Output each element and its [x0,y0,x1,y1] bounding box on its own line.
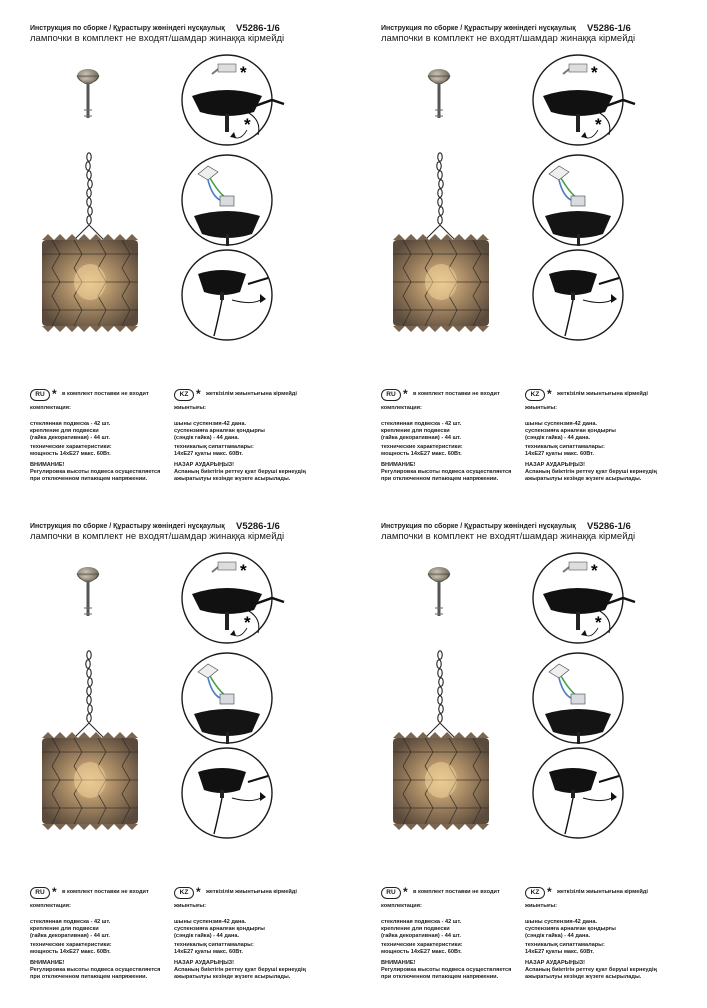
star-marker: * [244,613,251,632]
kz-warning-line1: Аспаның биіктігін реттеу қуат беруші кернеудің [174,469,306,475]
kz-specs-label: техникалық сипаттамалары: [174,942,254,948]
header-title: Инструкция по сборке / Құрастыру жөніндегі нұсқаулық [30,25,225,32]
kz-specs-label: техникалық сипаттамалары: [525,942,605,948]
ru-kit-line3: (гайка декоративная) - 44 шт. [30,435,110,441]
kz-kit-line2: суспензияға арналған қондырғы [525,926,616,932]
kz-kit-line3: (сәндік гайка) - 44 дана. [174,933,240,939]
ru-warning-line2: при отключенном питающем напряжении. [30,476,148,482]
kz-not-included: жеткізілім жиынтығына кірмейді [557,889,648,895]
kz-kit-line1: шыны суспензия-42 дана. [174,919,247,925]
ru-specs-label: технические характеристики: [30,444,112,450]
ru-specs-value: мощность 14xE27 макс. 60Вт. [381,451,462,457]
ru-not-included: в комплект поставки не входит [62,391,149,397]
ru-kit-label: комплектация: [381,405,422,411]
model-number: V5286-1/6 [236,521,280,532]
chandelier-illustration [393,234,489,332]
star-marker: * [595,613,602,632]
instruction-panel [373,518,707,1008]
kz-specs-label: техникалық сипаттамалары: [174,444,254,450]
kz-warning-line1: Аспаның биіктігін реттеу қуат беруші кернеудің [525,469,657,475]
ceiling-canopy-illustration [428,69,450,118]
model-number: V5286-1/6 [236,23,280,34]
kz-kit-line3: (сәндік гайка) - 44 дана. [174,435,240,441]
instruction-panel [22,518,362,1008]
step-3-diagram [182,250,272,340]
step-2-diagram [533,653,623,744]
chain-illustration [72,153,106,242]
kz-kit-line1: шыны суспензия-42 дана. [174,421,247,427]
kz-specs-value: 14xE27 қуаты макс. 60Вт. [174,949,243,955]
lamps-note: лампочки в комплект не входят/шамдар жинаққа кірмейді [30,33,285,44]
star-icon: * [52,885,57,899]
kz-kit-label: жиынтығы: [174,903,207,909]
lang-badge-ru: RU [381,887,401,899]
ru-kit-line1: стеклянная подвеска - 42 шт. [30,421,111,427]
star-marker: * [591,63,598,82]
lang-badge-ru: RU [30,389,50,401]
chain-illustration [72,651,106,740]
ru-specs-value: мощность 14xE27 макс. 60Вт. [30,451,111,457]
model-number: V5286-1/6 [587,23,631,34]
ru-kit-line1: стеклянная подвеска - 42 шт. [381,919,462,925]
step-2-diagram [182,653,272,744]
kz-specs-value: 14xE27 қуаты макс. 60Вт. [525,451,594,457]
ru-not-included: в комплект поставки не входит [413,889,500,895]
chandelier-illustration [393,732,489,830]
kz-kit-label: жиынтығы: [525,405,558,411]
lang-badge-ru: RU [30,887,50,899]
step-2-diagram [182,155,272,246]
ru-kit-line1: стеклянная подвеска - 42 шт. [381,421,462,427]
ru-specs-label: технические характеристики: [381,942,463,948]
lamps-note: лампочки в комплект не входят/шамдар жинаққа кірмейді [381,531,636,542]
ru-not-included: в комплект поставки не входит [62,889,149,895]
kz-specs-label: техникалық сипаттамалары: [525,444,605,450]
kz-kit-line3: (сәндік гайка) - 44 дана. [525,435,591,441]
chandelier-illustration [42,234,138,332]
ru-kit-label: комплектация: [381,903,422,909]
star-icon: * [196,885,201,899]
kz-kit-line2: суспензияға арналған қондырғы [174,926,265,932]
ru-kit-line3: (гайка декоративная) - 44 шт. [381,933,461,939]
ru-kit-label: комплектация: [30,405,71,411]
kz-kit-line2: суспензияға арналған қондырғы [174,428,265,434]
kz-kit-line2: суспензияға арналған қондырғы [525,428,616,434]
ru-kit-line3: (гайка декоративная) - 44 шт. [381,435,461,441]
ru-kit-line2: крепление для подвески [30,926,99,932]
lamps-note: лампочки в комплект не входят/шамдар жинаққа кірмейді [381,33,636,44]
ru-warning-line2: при отключенном питающем напряжении. [381,476,499,482]
ru-warning-line2: при отключенном питающем напряжении. [30,974,148,980]
kz-kit-line3: (сәндік гайка) - 44 дана. [525,933,591,939]
ru-specs-value: мощность 14xE27 макс. 60Вт. [381,949,462,955]
ru-kit-line2: крепление для подвески [381,926,450,932]
ru-kit-line1: стеклянная подвеска - 42 шт. [30,919,111,925]
assembly-illustration [373,518,707,888]
ru-kit-line2: крепление для подвески [381,428,450,434]
lang-badge-kz: KZ [525,887,545,899]
ru-warning-line1: Регулировка высоты подвеса осуществляется [30,469,161,475]
step-1-diagram [533,553,635,643]
star-icon: * [547,387,552,401]
star-icon: * [547,885,552,899]
ru-warning-line1: Регулировка высоты подвеса осуществляется [381,967,512,973]
ceiling-canopy-illustration [77,69,99,118]
kz-warning-title: НАЗАР АУДАРЫҢЫЗ! [174,462,235,468]
star-icon: * [403,885,408,899]
model-number: V5286-1/6 [587,521,631,532]
kz-warning-title: НАЗАР АУДАРЫҢЫЗ! [525,960,586,966]
step-1-diagram [182,553,284,643]
ru-warning-line1: Регулировка высоты подвеса осуществляется [30,967,161,973]
kz-not-included: жеткізілім жиынтығына кірмейді [557,391,648,397]
kz-specs-value: 14xE27 қуаты макс. 60Вт. [525,949,594,955]
assembly-illustration [373,20,707,390]
kz-specs-value: 14xE27 қуаты макс. 60Вт. [174,451,243,457]
lamps-note: лампочки в комплект не входят/шамдар жинаққа кірмейді [30,531,285,542]
kz-warning-line2: ажыратылуы кезінде жүзеге асырылады. [174,476,291,482]
kz-warning-line2: ажыратылуы кезінде жүзеге асырылады. [174,974,291,980]
kz-warning-line1: Аспаның биіктігін реттеу қуат беруші кернеудің [525,967,657,973]
header-title: Инструкция по сборке / Құрастыру жөніндегі нұсқаулық [30,523,225,530]
kz-not-included: жеткізілім жиынтығына кірмейді [206,889,297,895]
chandelier-illustration [42,732,138,830]
ru-not-included: в комплект поставки не входит [413,391,500,397]
step-3-diagram [533,250,623,340]
star-icon: * [52,387,57,401]
kz-warning-line1: Аспаның биіктігін реттеу қуат беруші кернеудің [174,967,306,973]
star-icon: * [196,387,201,401]
kz-warning-title: НАЗАР АУДАРЫҢЫЗ! [525,462,586,468]
step-3-diagram [182,748,272,838]
ceiling-canopy-illustration [77,567,99,616]
ru-warning-line1: Регулировка высоты подвеса осуществляется [381,469,512,475]
kz-kit-line1: шыны суспензия-42 дана. [525,421,598,427]
kz-warning-line2: ажыратылуы кезінде жүзеге асырылады. [525,476,642,482]
kz-warning-line2: ажыратылуы кезінде жүзеге асырылады. [525,974,642,980]
instruction-panel [373,20,707,510]
ru-kit-label: комплектация: [30,903,71,909]
chain-illustration [423,153,457,242]
kz-warning-title: НАЗАР АУДАРЫҢЫЗ! [174,960,235,966]
step-1-diagram [533,55,635,145]
star-marker: * [240,63,247,82]
assembly-illustration [22,518,362,888]
chain-illustration [423,651,457,740]
lang-badge-kz: KZ [174,389,194,401]
step-3-diagram [533,748,623,838]
header-title: Инструкция по сборке / Құрастыру жөніндегі нұсқаулық [381,523,576,530]
star-marker: * [591,561,598,580]
ru-warning-title: ВНИМАНИЕ! [30,462,65,468]
ru-warning-title: ВНИМАНИЕ! [381,960,416,966]
kz-not-included: жеткізілім жиынтығына кірмейді [206,391,297,397]
step-1-diagram [182,55,284,145]
ru-specs-label: технические характеристики: [30,942,112,948]
kz-kit-label: жиынтығы: [174,405,207,411]
kz-kit-line1: шыны суспензия-42 дана. [525,919,598,925]
ru-warning-line2: при отключенном питающем напряжении. [381,974,499,980]
ru-kit-line3: (гайка декоративная) - 44 шт. [30,933,110,939]
kz-kit-label: жиынтығы: [525,903,558,909]
lang-badge-kz: KZ [174,887,194,899]
ru-kit-line2: крепление для подвески [30,428,99,434]
lang-badge-kz: KZ [525,389,545,401]
ceiling-canopy-illustration [428,567,450,616]
ru-specs-value: мощность 14xE27 макс. 60Вт. [30,949,111,955]
ru-warning-title: ВНИМАНИЕ! [30,960,65,966]
ru-warning-title: ВНИМАНИЕ! [381,462,416,468]
star-marker: * [595,115,602,134]
lang-badge-ru: RU [381,389,401,401]
star-marker: * [244,115,251,134]
assembly-illustration [22,20,362,390]
star-icon: * [403,387,408,401]
instruction-panel [22,20,362,510]
ru-specs-label: технические характеристики: [381,444,463,450]
step-2-diagram [533,155,623,246]
star-marker: * [240,561,247,580]
header-title: Инструкция по сборке / Құрастыру жөніндегі нұсқаулық [381,25,576,32]
